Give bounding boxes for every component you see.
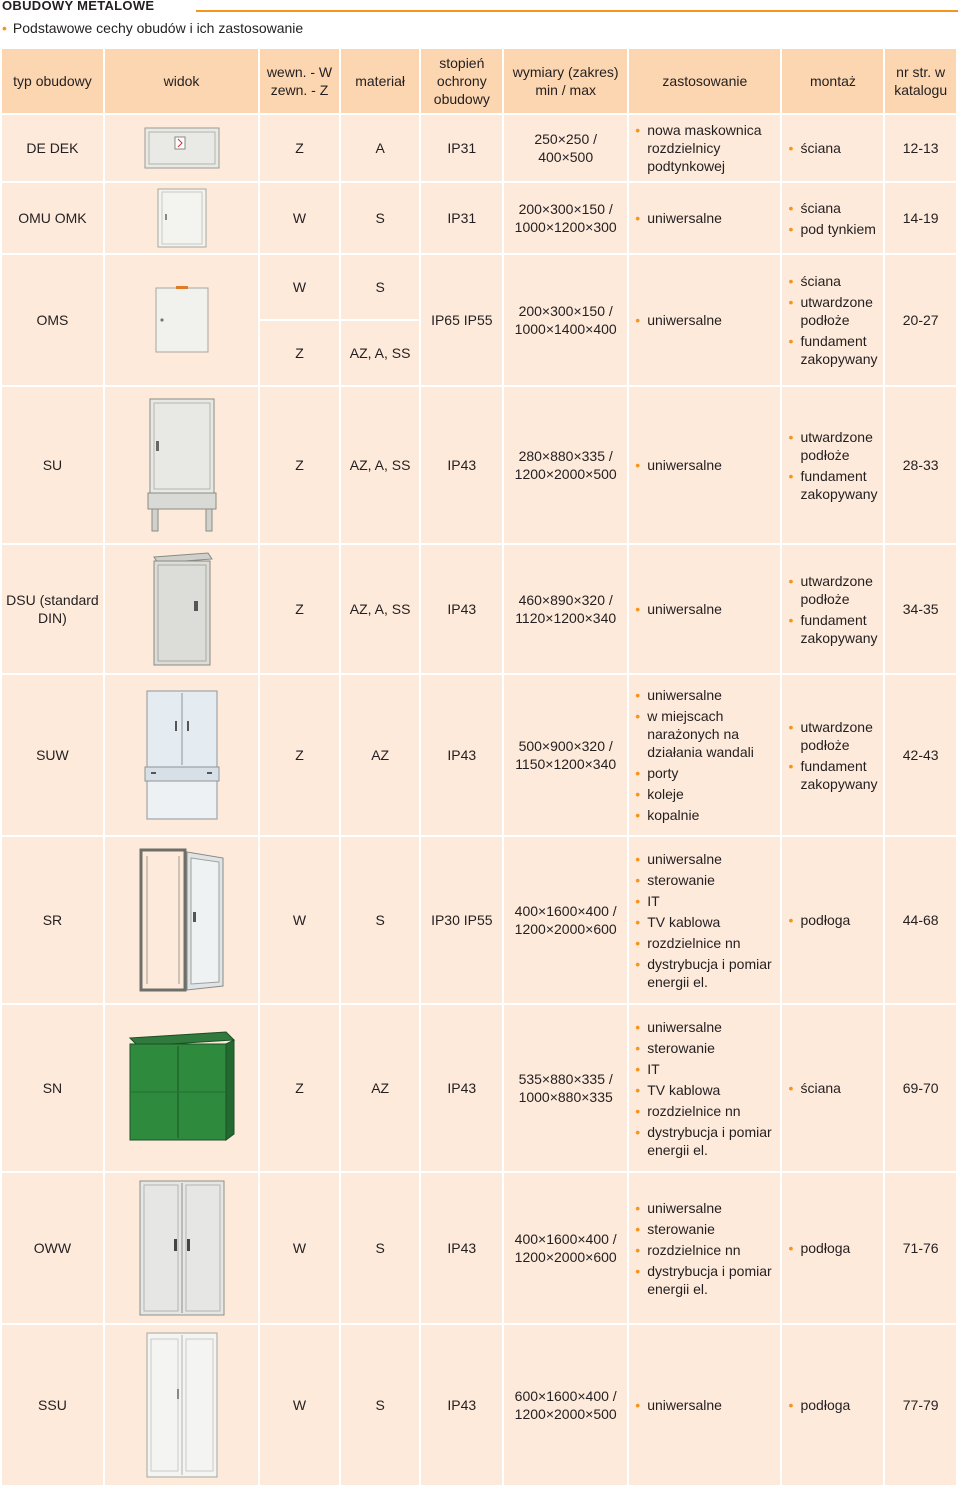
cell-widok	[105, 183, 258, 253]
cell-material: S	[341, 1325, 420, 1485]
cell-wymiary: 280×880×335 / 1200×2000×500	[504, 387, 627, 543]
list-item: • IT	[635, 892, 776, 910]
cell-montaz	[782, 837, 883, 1003]
cell-widok	[105, 1325, 258, 1485]
list-item: • uniwersalne	[635, 600, 776, 618]
cell-wymiary: 200×300×150 / 1000×1400×400	[504, 255, 627, 385]
cell-zastosowanie	[629, 837, 780, 1003]
cell-montaz	[782, 1173, 883, 1323]
list-item: • rozdzielnice nn	[635, 934, 776, 952]
table-row	[2, 545, 956, 673]
cell-widok	[105, 387, 258, 543]
cell-ip: IP30 IP55	[421, 837, 502, 1003]
list-item: • sterowanie	[635, 871, 776, 889]
enclosure-oms-image	[150, 284, 214, 356]
list-item: • podłoga	[788, 1239, 879, 1257]
cell-typ: OWW	[2, 1173, 103, 1323]
cell-str: 20-27	[885, 255, 956, 385]
enclosure-dsu-image	[142, 549, 222, 669]
header-ip: stopień ochrony obudowy	[421, 49, 502, 113]
cell-montaz	[782, 115, 883, 181]
list-item: • podłoga	[788, 1396, 879, 1414]
cell-material: S	[341, 183, 420, 253]
cell-zastosowanie	[629, 1005, 780, 1171]
list-item: • pod tynkiem	[788, 220, 879, 238]
enclosure-su-image	[142, 395, 222, 535]
cell-widok	[105, 255, 258, 385]
list-item: • sterowanie	[635, 1220, 776, 1238]
list-item: • uniwersalne	[635, 311, 776, 329]
cell-str: 69-70	[885, 1005, 956, 1171]
cell-typ: SR	[2, 837, 103, 1003]
list-item: • TV kablowa	[635, 1081, 776, 1099]
cell-ip: IP43	[421, 387, 502, 543]
cell-wz-bottom: Z	[260, 319, 339, 385]
cell-zastosowanie	[629, 1325, 780, 1485]
list-item: • utwardzone podłoże	[788, 572, 879, 608]
cell-ip: IP43	[421, 1325, 502, 1485]
cell-montaz	[782, 675, 883, 835]
cell-material: AZ, A, SS	[341, 545, 420, 673]
cell-str: 14-19	[885, 183, 956, 253]
list-item: • ściana	[788, 272, 879, 290]
enclosure-oww-image	[130, 1177, 234, 1319]
list-item: • IT	[635, 1060, 776, 1078]
cell-material: AZ	[341, 675, 420, 835]
cell-typ: SUW	[2, 675, 103, 835]
cell-montaz	[782, 1005, 883, 1171]
cell-typ: SN	[2, 1005, 103, 1171]
list-item: • uniwersalne	[635, 209, 776, 227]
enclosure-sn-image	[122, 1028, 242, 1148]
header-material: materiał	[341, 49, 420, 113]
cell-wymiary: 535×880×335 / 1000×880×335	[504, 1005, 627, 1171]
table-row	[2, 1005, 956, 1171]
cell-material: A	[341, 115, 420, 181]
list-item: • uniwersalne	[635, 456, 776, 474]
cell-wymiary: 400×1600×400 / 1200×2000×600	[504, 1173, 627, 1323]
cell-str: 28-33	[885, 387, 956, 543]
cell-wymiary: 250×250 / 400×500	[504, 115, 627, 181]
cell-widok	[105, 675, 258, 835]
cell-typ: OMS	[2, 255, 103, 385]
cell-ip: IP43	[421, 545, 502, 673]
list-item: • dystrybucja i pomiar energii el.	[635, 1262, 776, 1298]
list-item: • dystrybucja i pomiar energii el.	[635, 1123, 776, 1159]
list-item: • nowa maskownica rozdzielnicy podtynkowej	[635, 121, 776, 175]
cell-wz: W	[260, 1325, 339, 1485]
list-item: • uniwersalne	[635, 1018, 776, 1036]
cell-widok	[105, 837, 258, 1003]
cell-wz: W	[260, 837, 339, 1003]
cell-wz-top: W	[292, 279, 307, 295]
cell-ip: IP43	[421, 1173, 502, 1323]
cell-typ: DSU (standard DIN)	[2, 545, 103, 673]
list-item: • utwardzone podłoże	[788, 718, 879, 754]
header-row	[2, 49, 956, 113]
enclosure-table	[0, 47, 958, 1487]
table-row	[2, 255, 956, 385]
cell-str: 71-76	[885, 1173, 956, 1323]
header-montaz: montaż	[782, 49, 883, 113]
cell-wz: Z	[260, 387, 339, 543]
cell-widok	[105, 115, 258, 181]
cell-wz: Z	[260, 115, 339, 181]
cell-ip: IP43	[421, 675, 502, 835]
table-row	[2, 837, 956, 1003]
cell-wz: W	[260, 1173, 339, 1323]
header-typ: typ obudowy	[2, 49, 103, 113]
cell-widok	[105, 1173, 258, 1323]
cell-wz: W	[260, 183, 339, 253]
list-item: • ściana	[788, 199, 879, 217]
cell-wz: Z	[260, 545, 339, 673]
table-row	[2, 387, 956, 543]
cell-widok	[105, 545, 258, 673]
header-wz: wewn. - W zewn. - Z	[260, 49, 339, 113]
cell-ip: IP31	[421, 115, 502, 181]
cell-ip: IP65 IP55	[421, 255, 502, 385]
cell-str: 42-43	[885, 675, 956, 835]
cell-material: S	[341, 837, 420, 1003]
cell-zastosowanie	[629, 255, 780, 385]
cell-material-bottom: AZ, A, SS	[341, 319, 420, 385]
list-item: • fundament zakopywany	[788, 467, 879, 503]
cell-wymiary: 460×890×320 / 1120×1200×340	[504, 545, 627, 673]
header-wymiary: wymiary (zakres) min / max	[504, 49, 627, 113]
cell-str: 77-79	[885, 1325, 956, 1485]
list-item: • TV kablowa	[635, 913, 776, 931]
enclosure-sr-image	[127, 842, 237, 998]
cell-zastosowanie	[629, 115, 780, 181]
list-item: • podłoga	[788, 911, 879, 929]
table-row	[2, 183, 956, 253]
header-str: nr str. w katalogu	[885, 49, 956, 113]
list-item: • uniwersalne	[635, 1396, 776, 1414]
list-item: • uniwersalne	[635, 686, 776, 704]
cell-widok	[105, 1005, 258, 1171]
page-title: OBUDOWY METALOWE	[2, 0, 155, 13]
cell-montaz	[782, 545, 883, 673]
subtitle	[0, 20, 303, 36]
table-row	[2, 1325, 956, 1485]
list-item: • ściana	[788, 139, 879, 157]
cell-material: AZ	[341, 1005, 420, 1171]
cell-wz: Z	[260, 675, 339, 835]
cell-typ: OMU OMK	[2, 183, 103, 253]
cell-material: S	[341, 1173, 420, 1323]
list-item: • uniwersalne	[635, 850, 776, 868]
cell-wymiary: 400×1600×400 / 1200×2000×600	[504, 837, 627, 1003]
list-item: • w miejscach narażonych na działania wandali	[635, 707, 776, 761]
table-row	[2, 115, 956, 181]
cell-montaz	[782, 183, 883, 253]
cell-wymiary: 200×300×150 / 1000×1200×300	[504, 183, 627, 253]
list-item: • rozdzielnice nn	[635, 1241, 776, 1259]
cell-montaz	[782, 387, 883, 543]
cell-ip: IP31	[421, 183, 502, 253]
cell-material: AZ, A, SS	[341, 387, 420, 543]
list-item: • fundament zakopywany	[788, 332, 879, 368]
cell-zastosowanie	[629, 545, 780, 673]
cell-str: 44-68	[885, 837, 956, 1003]
list-item: • fundament zakopywany	[788, 757, 879, 793]
cell-str: 12-13	[885, 115, 956, 181]
cell-ip: IP43	[421, 1005, 502, 1171]
cell-montaz	[782, 255, 883, 385]
cell-wymiary: 500×900×320 / 1150×1200×340	[504, 675, 627, 835]
cell-wz	[260, 255, 339, 385]
cell-typ: SU	[2, 387, 103, 543]
cell-wymiary: 600×1600×400 / 1200×2000×500	[504, 1325, 627, 1485]
enclosure-omu-image	[152, 186, 212, 250]
bullet-icon: •	[2, 20, 7, 36]
cell-typ: DE DEK	[2, 115, 103, 181]
enclosure-de-image	[141, 125, 223, 171]
header-widok: widok	[105, 49, 258, 113]
list-item: • utwardzone podłoże	[788, 293, 879, 329]
cell-zastosowanie	[629, 183, 780, 253]
table-row	[2, 675, 956, 835]
cell-zastosowanie	[629, 1173, 780, 1323]
cell-montaz	[782, 1325, 883, 1485]
cell-zastosowanie	[629, 675, 780, 835]
cell-typ: SSU	[2, 1325, 103, 1485]
list-item: • uniwersalne	[635, 1199, 776, 1217]
header-zastosowanie: zastosowanie	[629, 49, 780, 113]
cell-material-top: S	[375, 279, 385, 295]
list-item: • sterowanie	[635, 1039, 776, 1057]
subtitle-text: Podstawowe cechy obudów i ich zastosowanie	[12, 20, 304, 36]
table-row	[2, 1173, 956, 1323]
enclosure-suw-image	[137, 685, 227, 825]
list-item: • porty	[635, 764, 776, 782]
list-item: • dystrybucja i pomiar energii el.	[635, 955, 776, 991]
list-item: • fundament zakopywany	[788, 611, 879, 647]
list-item: • rozdzielnice nn	[635, 1102, 776, 1120]
cell-str: 34-35	[885, 545, 956, 673]
list-item: • koleje	[635, 785, 776, 803]
list-item: • ściana	[788, 1079, 879, 1097]
list-item: • kopalnie	[635, 806, 776, 824]
list-item: • utwardzone podłoże	[788, 428, 879, 464]
cell-material	[341, 255, 420, 385]
title-rule	[196, 10, 958, 12]
enclosure-ssu-image	[137, 1329, 227, 1481]
cell-zastosowanie	[629, 387, 780, 543]
cell-wz: Z	[260, 1005, 339, 1171]
